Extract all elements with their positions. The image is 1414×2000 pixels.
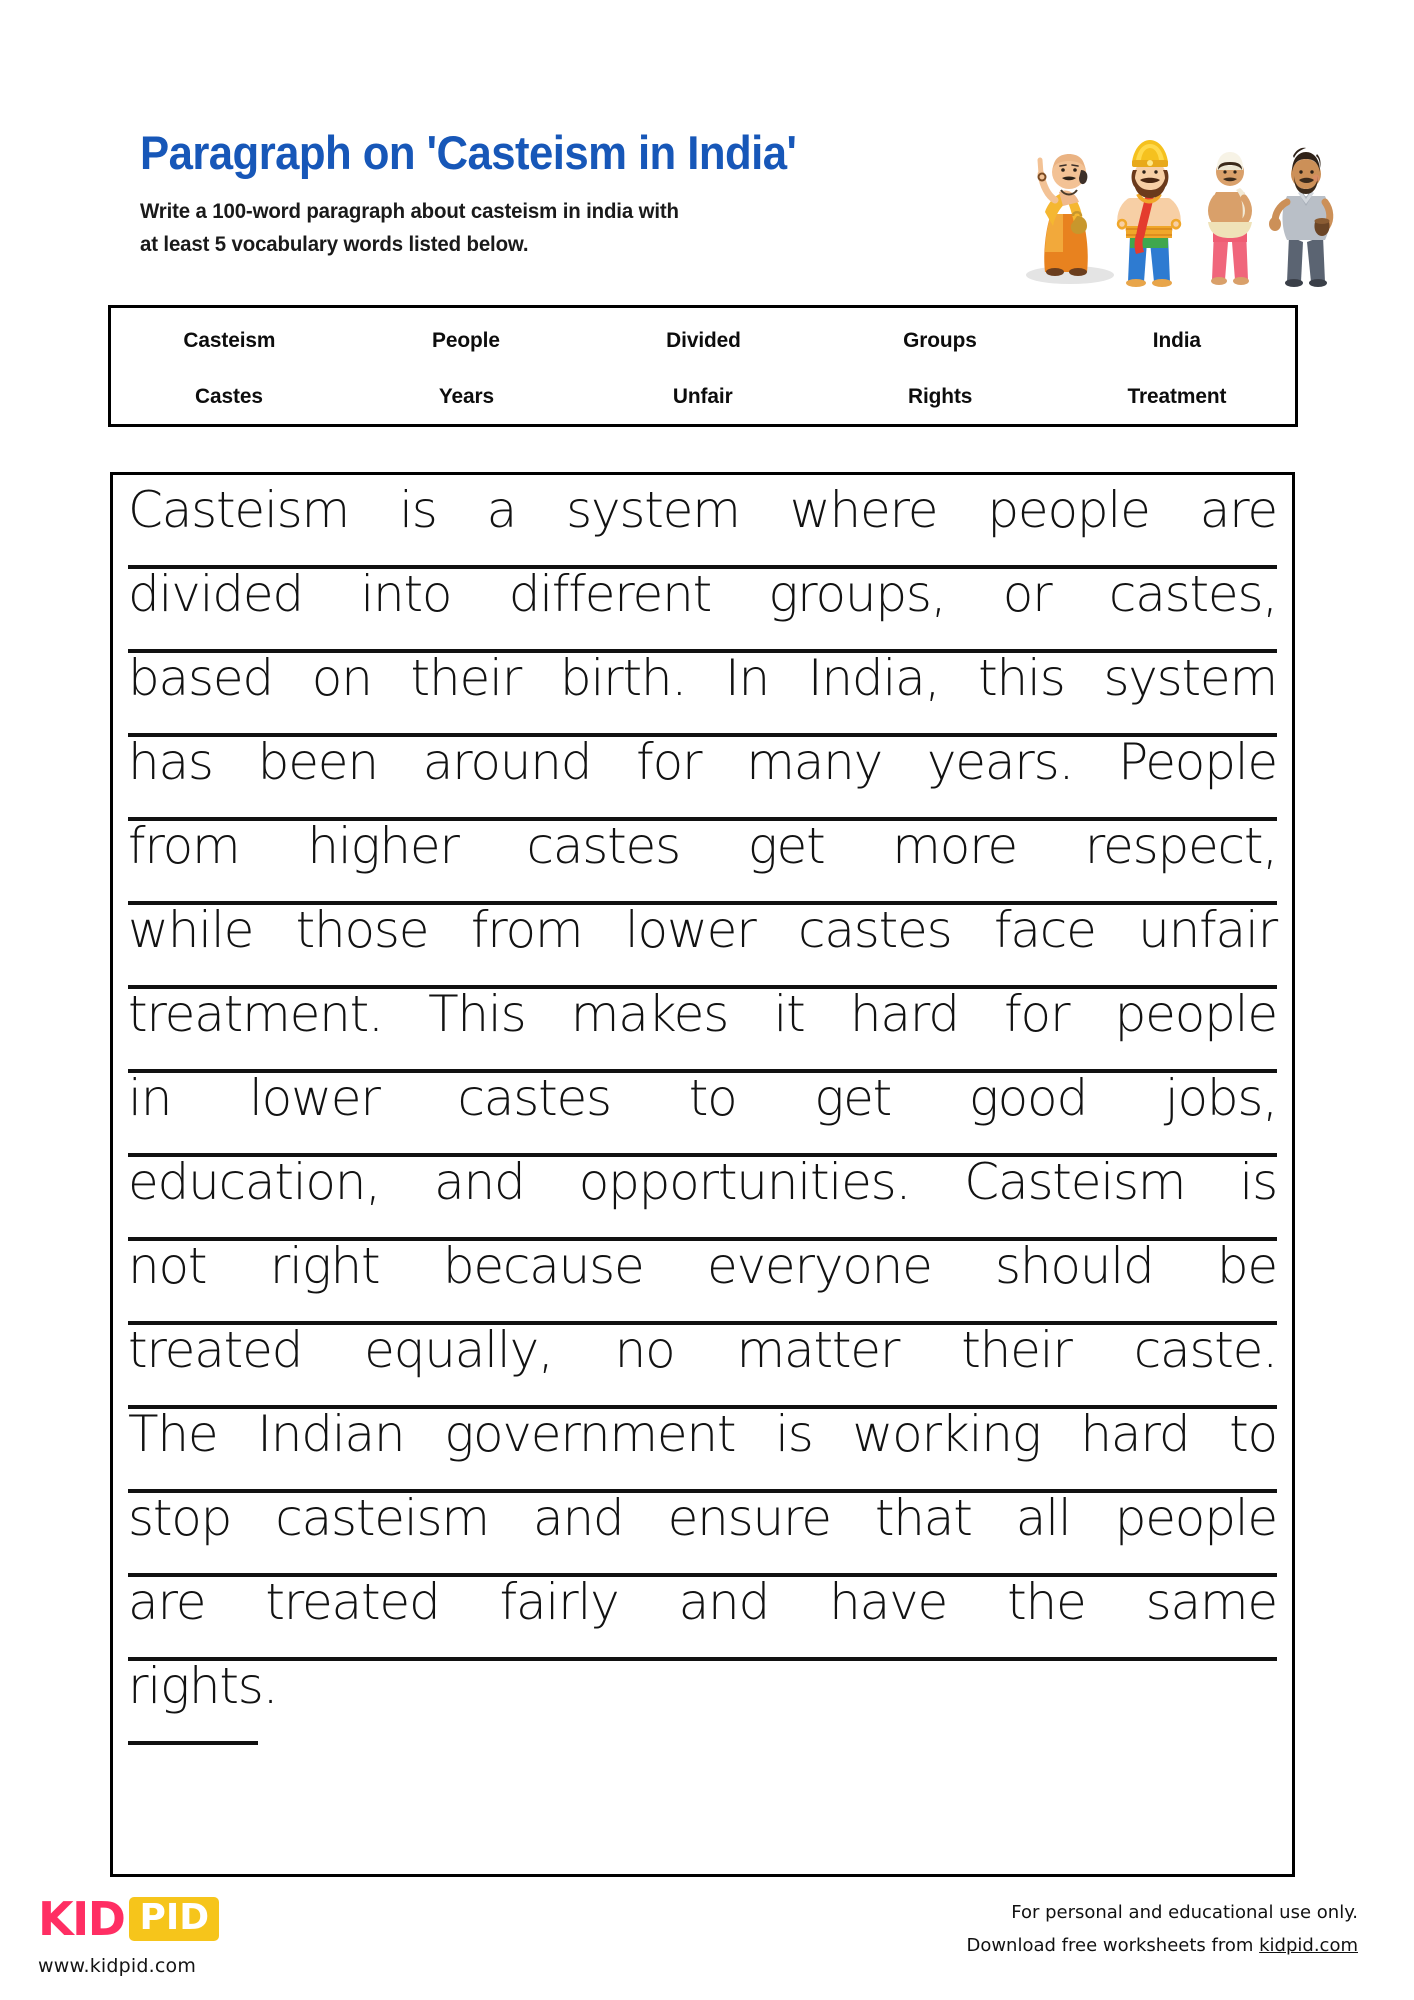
instruction-line-1: Write a 100-word paragraph about casteism in india with (140, 199, 679, 224)
paragraph-word: or (1002, 565, 1052, 623)
paragraph-line (128, 733, 1277, 821)
paragraph-word: treated (128, 1321, 303, 1379)
instruction-line-2: at least 5 vocabulary words listed below. (140, 231, 529, 256)
paragraph-word: matter (736, 1321, 900, 1379)
paragraph-word: should (995, 1237, 1154, 1295)
paragraph-line (128, 1237, 1277, 1325)
paragraph-word: opportunities. (578, 1153, 911, 1211)
paragraph-word: this (978, 649, 1065, 707)
paragraph-word: education, (128, 1153, 380, 1211)
paragraph-word: system (1103, 649, 1277, 707)
paragraph-word: system (566, 481, 740, 539)
paragraph-line (128, 565, 1277, 653)
vocabulary-word: Years (438, 383, 494, 408)
paragraph-word: castes (457, 1069, 611, 1127)
paragraph-word: Casteism (964, 1153, 1186, 1211)
paragraph-line (128, 1657, 278, 1745)
paragraph-word: different (508, 565, 711, 623)
vocabulary-word: People (432, 327, 501, 352)
paragraph-word: lower (624, 901, 756, 959)
vocabulary-word: Divided (665, 327, 741, 352)
footer-notice-prefix: Download free worksheets from (966, 1935, 1260, 1957)
footer-notice (966, 1896, 1358, 1963)
vocabulary-word: Groups (902, 327, 977, 352)
paragraph-line (128, 481, 1277, 569)
paragraph-word: not (128, 1237, 207, 1295)
paragraph-word: treated (265, 1573, 440, 1631)
paragraph-word: and (533, 1489, 624, 1547)
paragraph-line (128, 1489, 1277, 1577)
paragraph-word: The (128, 1405, 218, 1463)
paragraph-answer-box[interactable] (110, 472, 1295, 1877)
paragraph-lines (128, 481, 1277, 1745)
paragraph-line (128, 649, 1277, 737)
paragraph-word: has (128, 733, 213, 791)
paragraph-word: lower (248, 1069, 380, 1127)
paragraph-word: equally, (364, 1321, 553, 1379)
vocabulary-word: Unfair (673, 383, 733, 408)
paragraph-word: a (486, 481, 517, 539)
paragraph-word: hard (1080, 1405, 1190, 1463)
paragraph-word: to (688, 1069, 737, 1127)
paragraph-word: jobs, (1164, 1069, 1277, 1127)
paragraph-word: This (428, 985, 526, 1043)
paragraph-word: higher (307, 817, 459, 875)
paragraph-word: the (1007, 1573, 1086, 1631)
paragraph-word: people (1114, 1489, 1277, 1547)
paragraph-word: while (128, 901, 254, 959)
paragraph-word: is (775, 1405, 813, 1463)
logo-kid-text: KID (38, 1892, 125, 1946)
paragraph-word: castes (798, 901, 952, 959)
paragraph-word: been (257, 733, 378, 791)
paragraph-word: from (470, 901, 583, 959)
vocabulary-grid (111, 308, 1295, 424)
vocabulary-word-bank (108, 305, 1298, 427)
vocabulary-word: India (1152, 327, 1201, 352)
paragraph-word: years. (926, 733, 1074, 791)
instruction-text (140, 195, 967, 260)
paragraph-word: for (1004, 985, 1070, 1043)
logo-website-url: www.kidpid.com (38, 1955, 197, 1977)
paragraph-word: people (987, 481, 1150, 539)
paragraph-word: fairly (499, 1573, 619, 1631)
paragraph-word: birth. (559, 649, 687, 707)
paragraph-word: are (1199, 481, 1277, 539)
paragraph-word: are (128, 1573, 206, 1631)
paragraph-line (128, 901, 1277, 989)
paragraph-word: in (128, 1069, 172, 1127)
paragraph-line (128, 985, 1277, 1073)
paragraph-word: get (814, 1069, 892, 1127)
paragraph-word: Indian (257, 1405, 405, 1463)
vocabulary-word: Rights (907, 383, 972, 408)
paragraph-word: on (311, 649, 372, 707)
paragraph-word: because (442, 1237, 644, 1295)
paragraph-word: around (422, 733, 592, 791)
paragraph-word: same (1145, 1573, 1277, 1631)
four-indian-caste-figures-illustration (1015, 130, 1345, 290)
paragraph-word: face (993, 901, 1096, 959)
paragraph-word: be (1216, 1237, 1277, 1295)
paragraph-word: castes, (1108, 565, 1277, 623)
paragraph-word: is (399, 481, 437, 539)
paragraph-word: and (678, 1573, 770, 1631)
paragraph-line (128, 1573, 1277, 1661)
paragraph-line (128, 1153, 1277, 1241)
footer-notice-line-2 (966, 1929, 1358, 1962)
paragraph-word: respect, (1084, 817, 1277, 875)
kidpid-link[interactable]: kidpid.com (1259, 1935, 1358, 1957)
paragraph-word: to (1229, 1405, 1277, 1463)
paragraph-word: castes (526, 817, 680, 875)
logo-row (38, 1890, 308, 1948)
paragraph-word: In (724, 649, 770, 707)
footer-notice-line-1: For personal and educational use only. (1011, 1902, 1358, 1923)
paragraph-line (128, 1321, 1277, 1409)
paragraph-word: government (444, 1405, 736, 1463)
vocabulary-word: Castes (195, 383, 264, 408)
paragraph-word: Casteism (128, 481, 350, 539)
paragraph-word: their (961, 1321, 1072, 1379)
paragraph-line (128, 1069, 1277, 1157)
paragraph-word: rights. (128, 1657, 278, 1715)
page-title: Paragraph on 'Casteism in India' (140, 126, 797, 179)
paragraph-word: groups, (768, 565, 946, 623)
paragraph-word: everyone (706, 1237, 932, 1295)
paragraph-word: and (434, 1153, 525, 1211)
paragraph-word: stop (128, 1489, 232, 1547)
paragraph-word: right (269, 1237, 380, 1295)
paragraph-word: divided (128, 565, 303, 623)
paragraph-word: ensure (667, 1489, 831, 1547)
paragraph-word: where (789, 481, 938, 539)
paragraph-word: treatment. (128, 985, 383, 1043)
paragraph-word: it (773, 985, 805, 1043)
paragraph-word: many (746, 733, 883, 791)
paragraph-word: caste. (1133, 1321, 1277, 1379)
paragraph-word: People (1118, 733, 1277, 791)
paragraph-word: their (410, 649, 522, 707)
paragraph-word: India, (807, 649, 940, 707)
paragraph-word: all (1015, 1489, 1071, 1547)
paragraph-word: from (128, 817, 240, 875)
vocabulary-word: Casteism (183, 327, 276, 352)
paragraph-word: unfair (1138, 901, 1277, 959)
paragraph-word: those (295, 901, 429, 959)
paragraph-word: is (1239, 1153, 1277, 1211)
paragraph-word: into (360, 565, 452, 623)
paragraph-word: people (1114, 985, 1277, 1043)
paragraph-word: working (852, 1405, 1041, 1463)
paragraph-word: based (128, 649, 273, 707)
paragraph-word: no (614, 1321, 675, 1379)
paragraph-word: more (892, 817, 1017, 875)
paragraph-word: good (968, 1069, 1087, 1127)
paragraph-word: for (636, 733, 702, 791)
paragraph-line (128, 1405, 1277, 1493)
paragraph-word: casteism (275, 1489, 489, 1547)
paragraph-line (128, 817, 1277, 905)
paragraph-word: get (747, 817, 825, 875)
kidpid-logo (38, 1890, 308, 1977)
vocabulary-word: Treatment (1127, 383, 1226, 408)
paragraph-word: hard (849, 985, 959, 1043)
logo-pid-badge: PID (129, 1897, 219, 1941)
paragraph-word: that (874, 1489, 972, 1547)
page-footer (0, 1890, 1414, 2000)
paragraph-word: makes (570, 985, 729, 1043)
paragraph-word: have (829, 1573, 948, 1631)
